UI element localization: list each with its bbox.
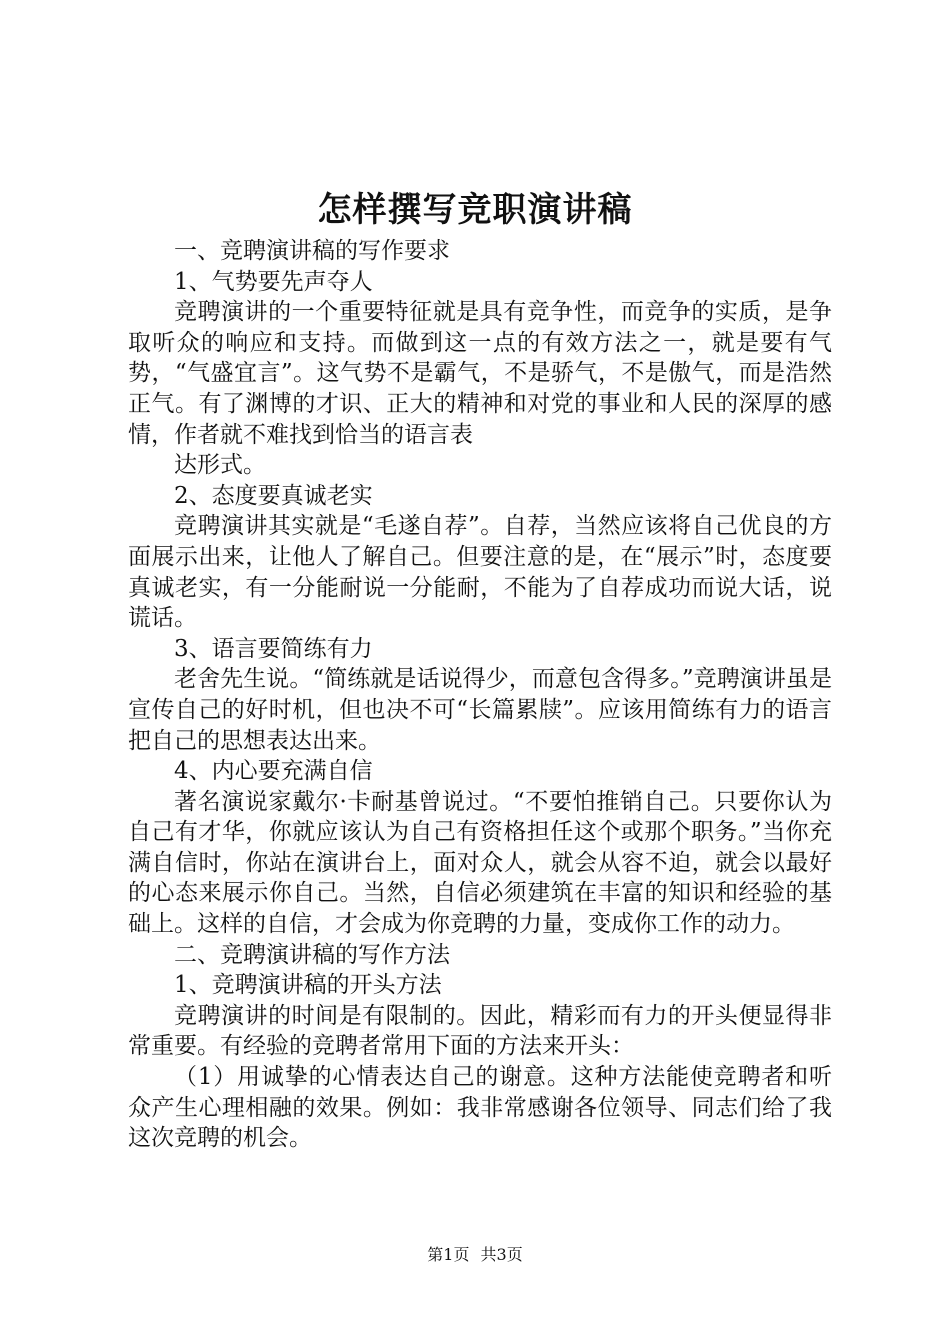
paragraph: 竞聘演讲的时间是有限制的。因此，精彩而有力的开头便显得非常重要。有经验的竞聘者常用下面的方法来开头：: [128, 1002, 832, 1060]
page-footer: [0, 1244, 950, 1266]
page-total: 共3页: [480, 1245, 523, 1264]
subsection-heading: 2、态度要真诚老实: [174, 482, 373, 509]
section-heading: 二、竞聘演讲稿的写作方法: [174, 941, 450, 968]
paragraph: （1）用诚挚的心情表达自己的谢意。这种方法能使竞聘者和听众产生心理相融的效果。例如：我非常感谢各位领导、同志们给了我这次竞聘的机会。: [128, 1064, 832, 1152]
paragraph: 著名演说家戴尔·卡耐基曾说过。“不要怕推销自己。只要你认为自己有才华，你就应该认为自己有资格担任这个或那个职务。”当你充满自信时，你站在演讲台上，面对众人，就会从容不迫，就会以最好的心态来展示你自己。当然，自信必须建筑在丰富的知识和经验的基础上。这样的自信，才会成为你竞聘的力量，变成你工作的动力。: [128, 788, 832, 938]
document-body: [128, 236, 832, 1154]
paragraph: 老舍先生说。“简练就是话说得少，而意包含得多。”竞聘演讲虽是宣传自己的好时机，但也决不可“长篇累牍”。应该用简练有力的语言把自己的思想表达出来。: [128, 666, 832, 754]
paragraph: 竞聘演讲的一个重要特征就是具有竞争性，而竞争的实质，是争取听众的响应和支持。而做到这一点的有效方法之一，就是要有气势，“气盛宜言”。这气势不是霸气，不是骄气，不是傲气，而是浩然正气。有了渊博的才识、正大的精神和对党的事业和人民的深厚的感情，作者就不难找到恰当的语言表: [128, 299, 832, 448]
subsection-heading: 1、竞聘演讲稿的开头方法: [174, 972, 442, 999]
paragraph: 达形式。: [174, 452, 266, 479]
document-title: 怎样撰写竞职演讲稿: [317, 190, 633, 230]
subsection-heading: 1、气势要先声夺人: [174, 268, 373, 295]
page-number: 第1页: [427, 1245, 470, 1264]
subsection-heading: 3、语言要简练有力: [174, 635, 373, 662]
section-heading: 一、竞聘演讲稿的写作要求: [174, 238, 450, 264]
subsection-heading: 4、内心要充满自信: [174, 758, 373, 785]
paragraph: 竞聘演讲其实就是“毛遂自荐”。自荐，当然应该将自己优良的方面展示出来，让他人了解自己。但要注意的是，在“展示”时，态度要真诚老实，有一分能耐说一分能耐，不能为了自荐成功而说大话，说谎话。: [128, 513, 832, 632]
